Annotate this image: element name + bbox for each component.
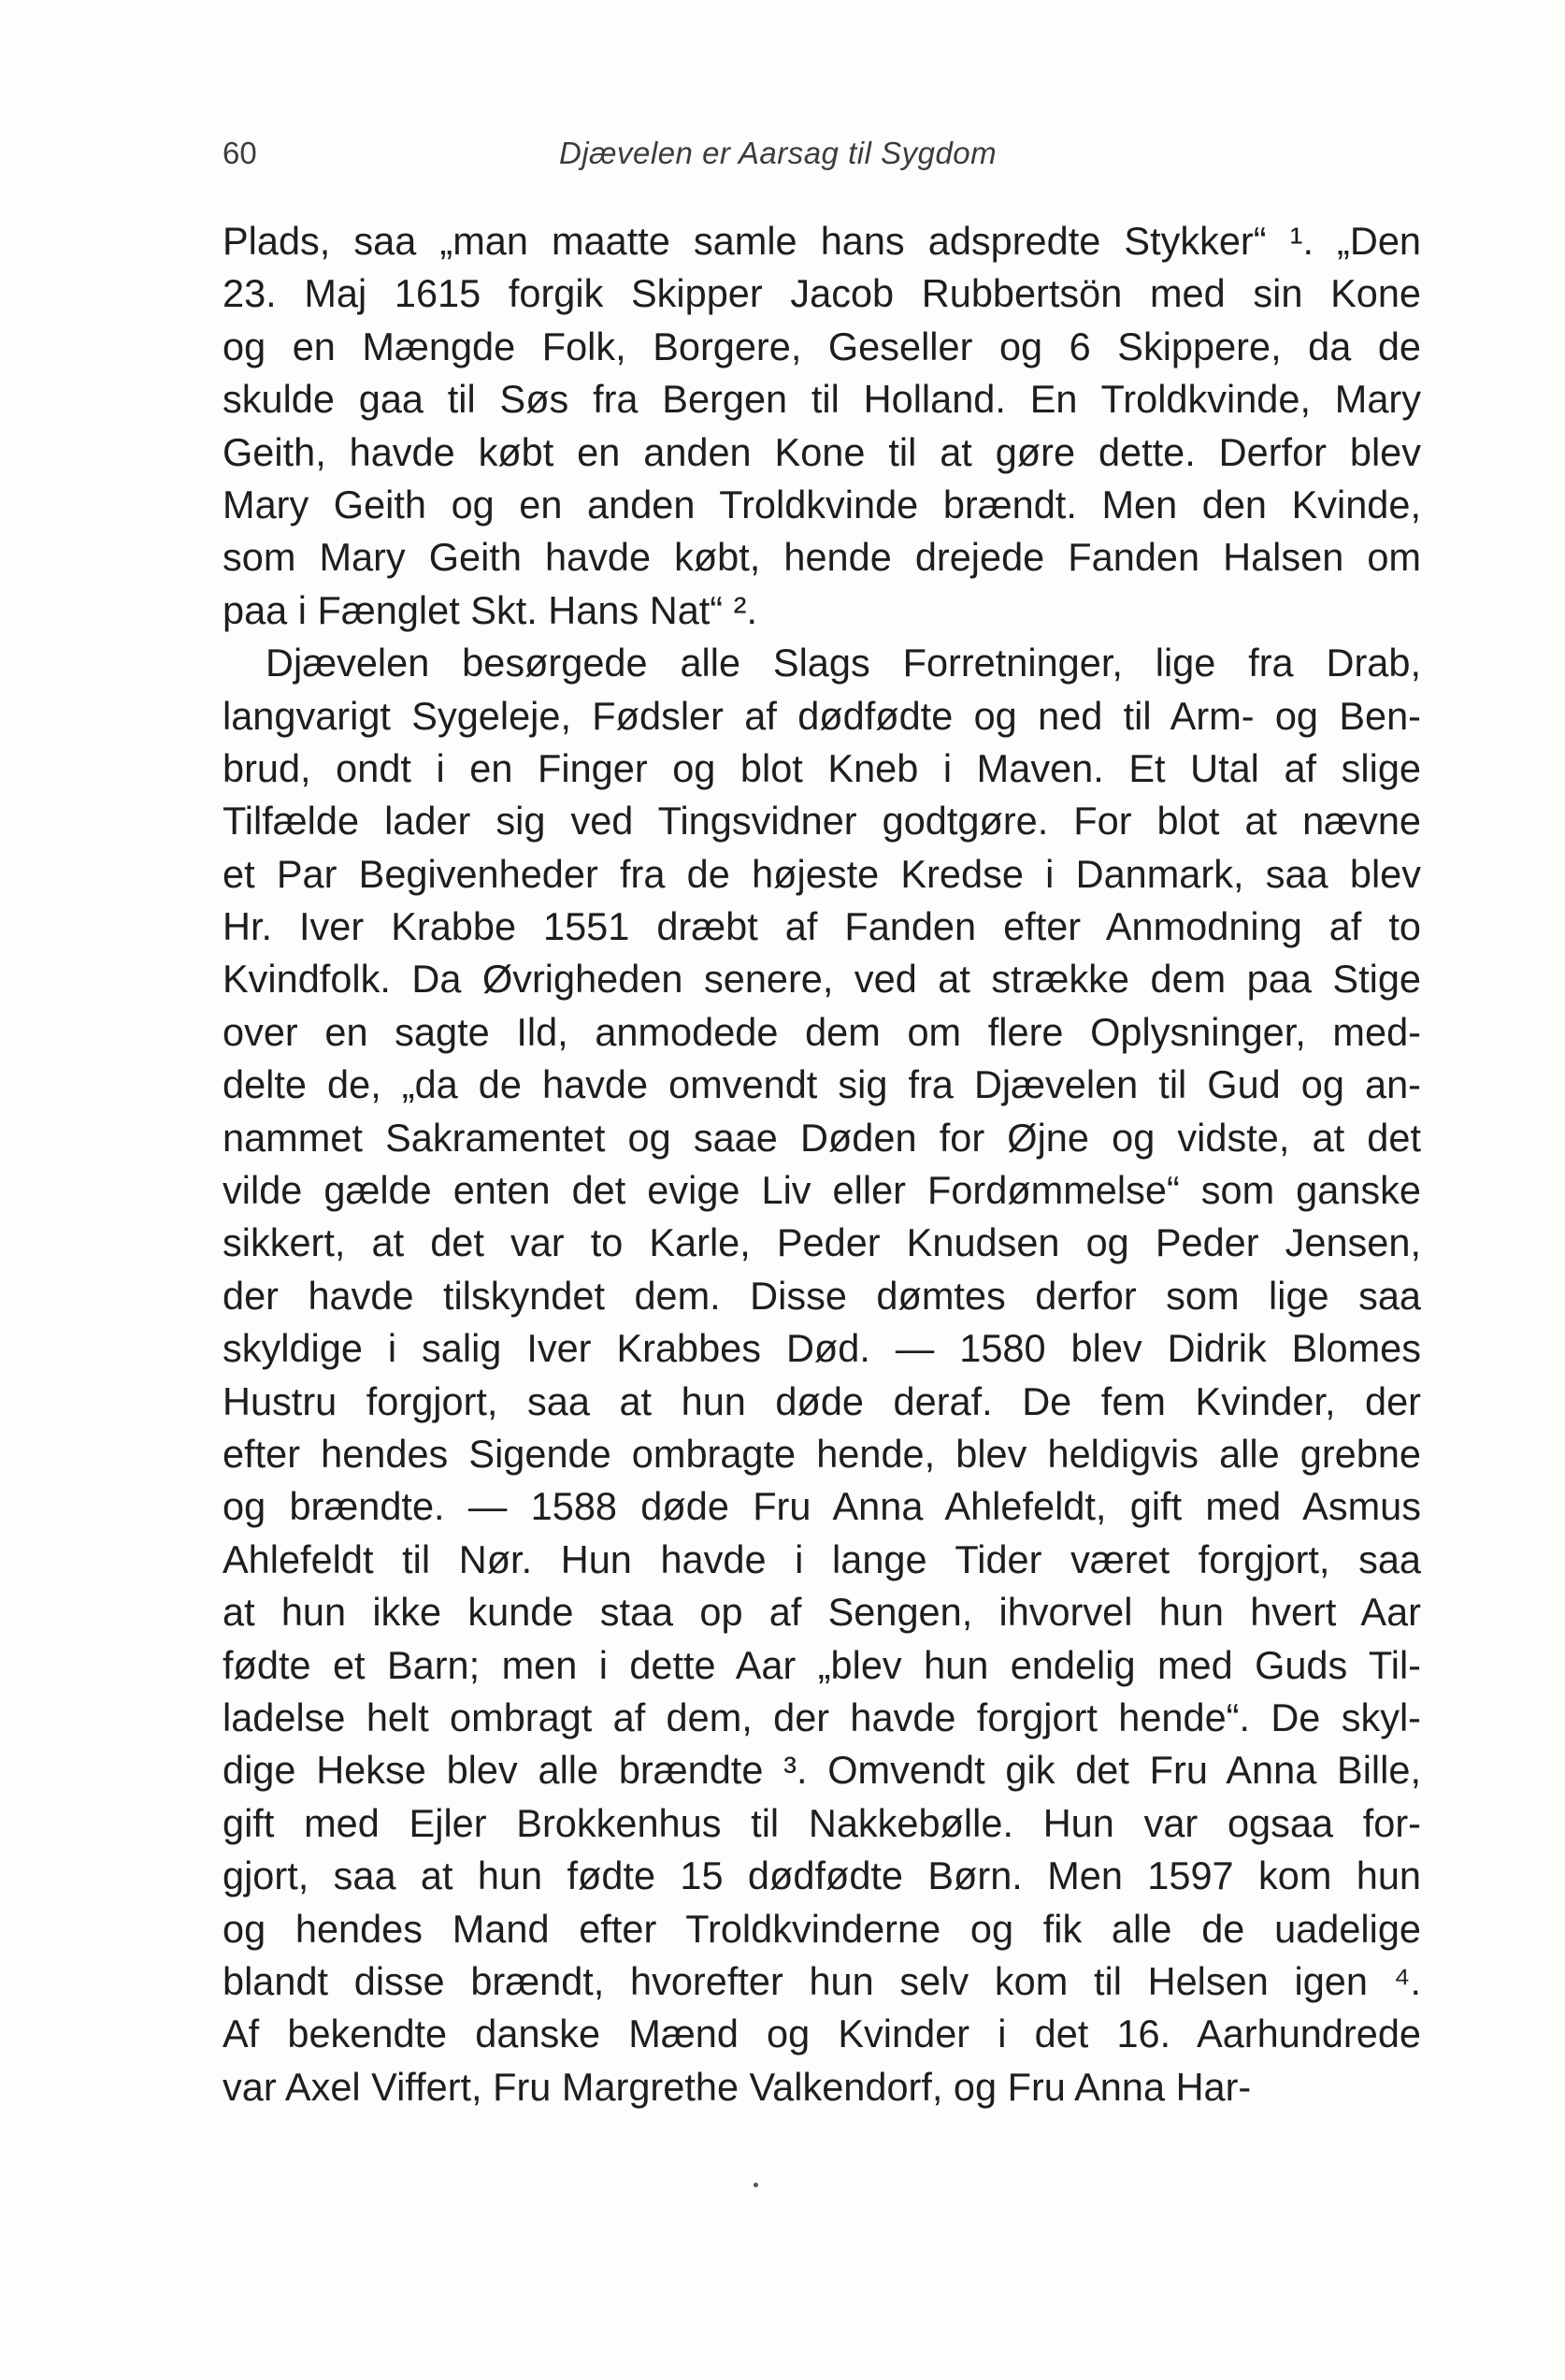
text-line: var Axel Viffert, Fru Margrethe Valkendorf, og Fru Anna Har- — [223, 2064, 1252, 2109]
text-line: og brændte. — 1588 døde Fru Anna Ahlefeldt, gift med Asmus — [223, 1484, 1421, 1529]
text-line: Hr. Iver Krabbe 1551 dræbt af Fanden efter Anmodning af to — [223, 904, 1421, 949]
text-line: Plads, saa „man maatte samle hans adspredte Stykker“ ¹. „Den — [223, 219, 1421, 263]
running-header — [223, 136, 1419, 178]
text-line: skyldige i salig Iver Krabbes Død. — 1580 blev Didrik Blomes — [223, 1326, 1421, 1371]
text-line: Ahlefeldt til Nør. Hun havde i lange Tider været forgjort, saa — [223, 1536, 1421, 1581]
text-line: gjort, saa at hun fødte 15 dødfødte Børn. Men 1597 kom hun — [223, 1854, 1421, 1898]
paragraph — [223, 637, 1421, 2113]
text-line: Mary Geith og en anden Troldkvinde brændt. Men den Kvinde, — [223, 482, 1421, 526]
text-line: og hendes Mand efter Troldkvinderne og fik alle de uadelige — [223, 1906, 1421, 1951]
text-line: vilde gælde enten det evige Liv eller Fordømmelse“ som ganske — [223, 1168, 1421, 1213]
text-line: over en sagte Ild, anmodede dem om flere Oplysninger, med- — [223, 1009, 1421, 1054]
text-line: Af bekendte danske Mænd og Kvinder i det 16. Aarhundrede — [223, 2012, 1421, 2056]
body-text — [223, 215, 1421, 2113]
text-line: Tilfælde lader sig ved Tingsvidner godtgøre. For blot at nævne — [223, 799, 1421, 844]
text-line: paa i Fænglet Skt. Hans Nat“ ². — [223, 587, 758, 632]
text-line: skulde gaa til Søs fra Bergen til Holland. En Troldkvinde, Mary — [223, 377, 1421, 422]
text-line: fødte et Barn; men i dette Aar „blev hun endelig med Guds Til- — [223, 1642, 1421, 1687]
running-title: Djævelen er Aarsag til Sygdom — [559, 136, 998, 170]
print-speck — [754, 2183, 758, 2187]
text-line: og en Mængde Folk, Borgere, Geseller og 6 Skippere, da de — [223, 324, 1421, 368]
paragraph — [223, 215, 1421, 637]
text-line: der havde tilskyndet dem. Disse dømtes derfor som lige saa — [223, 1273, 1421, 1318]
text-line: ladelse helt ombragt af dem, der havde forgjort hende“. De skyl- — [223, 1695, 1421, 1739]
text-line: blandt disse brændt, hvorefter hun selv kom til Helsen igen ⁴. — [223, 1958, 1421, 2003]
text-line: nammet Sakramentet og saae Døden for Øjne og vidste, at det — [223, 1115, 1421, 1160]
text-line: efter hendes Sigende ombragte hende, blev heldigvis alle grebne — [223, 1431, 1421, 1476]
text-line: Geith, havde købt en anden Kone til at gøre dette. Derfor blev — [223, 429, 1421, 474]
text-line: Hustru forgjort, saa at hun døde deraf. De fem Kvinder, der — [223, 1378, 1421, 1423]
text-line: langvarigt Sygeleje, Fødsler af dødfødte og ned til Arm- og Ben- — [223, 693, 1421, 738]
text-line: dige Hekse blev alle brændte ³. Omvendt gik det Fru Anna Bille, — [223, 1748, 1421, 1793]
text-line: et Par Begivenheder fra de højeste Kredse i Danmark, saa blev — [223, 851, 1421, 896]
text-line: at hun ikke kunde staa op af Sengen, ihvorvel hun hvert Aar — [223, 1590, 1421, 1635]
text-line: gift med Ejler Brokkenhus til Nakkebølle. Hun var ogsaa for- — [223, 1800, 1421, 1845]
text-line: brud, ondt i en Finger og blot Kneb i Maven. Et Utal af slige — [223, 745, 1421, 790]
page-number: 60 — [223, 136, 257, 170]
text-line: Djævelen besørgede alle Slags Forretninger, lige fra Drab, — [266, 641, 1421, 685]
text-line: Kvindfolk. Da Øvrigheden senere, ved at strække dem paa Stige — [223, 957, 1421, 1002]
text-line: som Mary Geith havde købt, hende drejede Fanden Halsen om — [223, 535, 1421, 580]
text-line: sikkert, at det var to Karle, Peder Knudsen og Peder Jensen, — [223, 1220, 1421, 1265]
text-line: 23. Maj 1615 forgik Skipper Jacob Rubbertsön med sin Kone — [223, 271, 1421, 316]
text-line: delte de, „da de havde omvendt sig fra Djævelen til Gud og an- — [223, 1062, 1421, 1107]
